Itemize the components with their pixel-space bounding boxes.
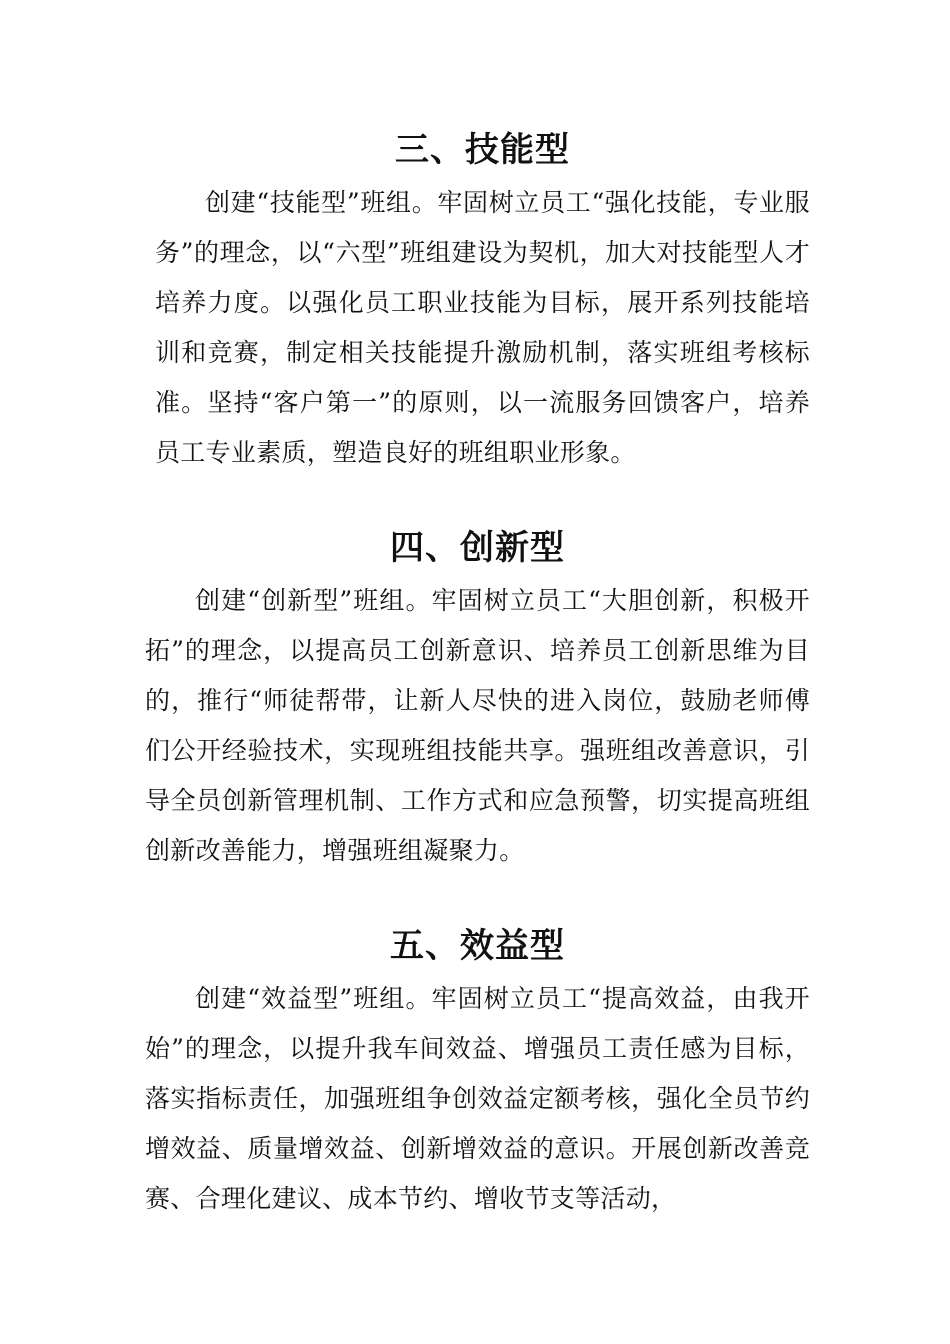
section-benefit-type xyxy=(145,924,810,1224)
section-paragraph: 创建“效益型”班组。牢固树立员工“提高效益，由我开始”的理念，以提升我车间效益、增强员工责任感为目标，落实指标责任，加强班组争创效益定额考核，强化全员节约增效益、质量增效益、创新增效益的意识。开展创新改善竞赛、合理化建议、成本节约、增收节支等活动， xyxy=(145,984,810,1213)
section-paragraph: 创建“技能型”班组。牢固树立员工“强化技能，专业服务”的理念，以“六型”班组建设为契机，加大对技能型人才培养力度。以强化员工职业技能为目标，展开系列技能培训和竞赛，制定相关技能提升激励机制，落实班组考核标准。坚持“客户第一”的原则，以一流服务回馈客户，培养员工专业素质，塑造良好的班组职业形象。 xyxy=(155,188,810,467)
section-heading: 三、技能型 xyxy=(395,130,570,170)
section-innovation-type xyxy=(145,526,810,876)
section-paragraph: 创建“创新型”班组。牢固树立员工“大胆创新，积极开拓”的理念，以提高员工创新意识、培养员工创新思维为目的，推行“师徒帮带，让新人尽快的进入岗位，鼓励老师傅们公开经验技术，实现班组技能共享。强班组改善意识，引导全员创新管理机制、工作方式和应急预警，切实提高班组创新改善能力，增强班组凝聚力。 xyxy=(145,586,810,865)
section-heading: 四、创新型 xyxy=(390,528,565,568)
section-heading: 五、效益型 xyxy=(390,926,565,966)
section-skill-type xyxy=(155,128,810,478)
